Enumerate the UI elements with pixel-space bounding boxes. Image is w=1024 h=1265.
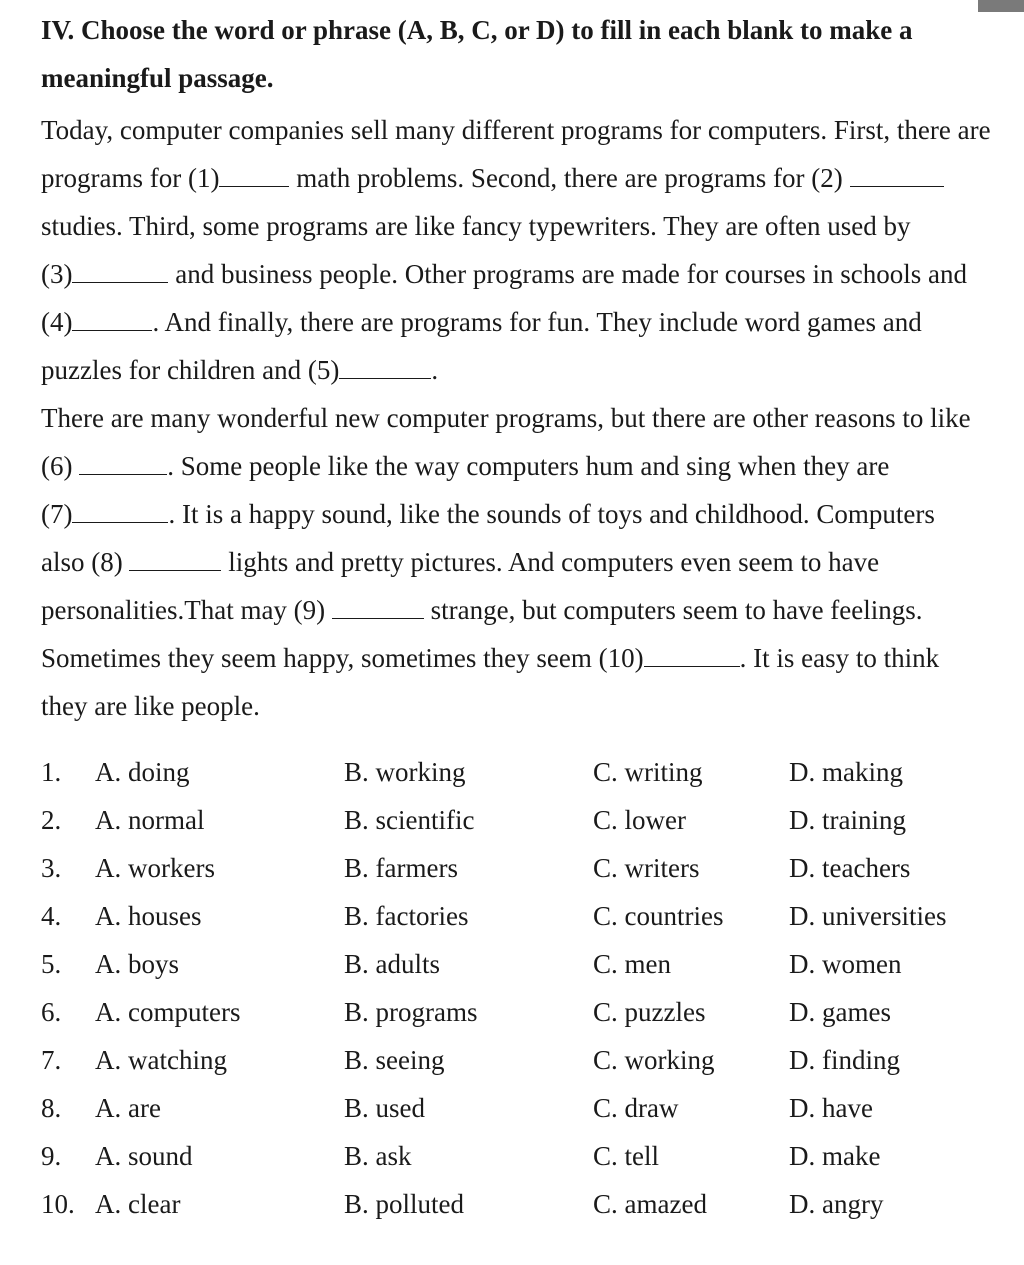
answer-options-list: [41, 748, 1001, 1228]
option-d[interactable]: D. training: [789, 805, 906, 835]
question-number: 3.: [41, 853, 62, 883]
option-c[interactable]: C. men: [593, 949, 671, 979]
blank-7[interactable]: [72, 500, 168, 523]
passage-text: .: [431, 355, 439, 385]
option-d[interactable]: D. making: [789, 757, 903, 787]
option-c[interactable]: C. puzzles: [593, 997, 706, 1027]
option-a[interactable]: A. watching: [95, 1045, 227, 1075]
passage-text: There are many wonderful new computer programs, but there are other reasons to like: [41, 403, 971, 433]
option-b[interactable]: B. adults: [344, 949, 441, 979]
passage-text: (4): [41, 307, 73, 337]
option-a[interactable]: A. computers: [95, 997, 241, 1027]
question-number: 1.: [41, 757, 62, 787]
option-c[interactable]: C. lower: [593, 805, 686, 835]
passage-line: [41, 106, 1001, 154]
passage-line: [41, 442, 1001, 490]
option-b[interactable]: B. polluted: [344, 1189, 464, 1219]
passage-text: . It is a happy sound, like the sounds of toys and childhood. Computers: [168, 499, 935, 529]
passage-text: . And finally, there are programs for fun. They include word games and: [152, 307, 922, 337]
worksheet-page: [41, 0, 1001, 1228]
blank-3[interactable]: [72, 260, 168, 283]
passage-text: personalities.That may (9): [41, 595, 332, 625]
option-d[interactable]: D. make: [789, 1141, 881, 1171]
option-b[interactable]: B. seeing: [344, 1045, 445, 1075]
exercise-heading: [41, 6, 1001, 102]
passage-text: (7): [41, 499, 73, 529]
option-b[interactable]: B. programs: [344, 997, 478, 1027]
option-c[interactable]: C. working: [593, 1045, 715, 1075]
option-d[interactable]: D. finding: [789, 1045, 900, 1075]
passage-text: strange, but computers seem to have feelings.: [423, 595, 923, 625]
passage-line: [41, 538, 1001, 586]
passage-line: [41, 634, 1001, 682]
option-a[interactable]: A. houses: [95, 901, 202, 931]
passage-text: (6): [41, 451, 80, 481]
question-row: [41, 1084, 1001, 1132]
question-row: [41, 940, 1001, 988]
question-number: 10.: [41, 1189, 75, 1219]
option-d[interactable]: D. angry: [789, 1189, 884, 1219]
blank-10[interactable]: [644, 644, 740, 667]
option-b[interactable]: B. working: [344, 757, 466, 787]
heading-line-1: IV. Choose the word or phrase (A, B, C, or D) to fill in each blank to make a: [41, 15, 913, 45]
passage-text: and business people. Other programs are made for courses in schools and: [168, 259, 968, 289]
reading-passage: [41, 106, 1001, 730]
option-c[interactable]: C. draw: [593, 1093, 679, 1123]
question-number: 7.: [41, 1045, 62, 1075]
passage-text: they are like people.: [41, 691, 260, 721]
passage-text: Today, computer companies sell many different programs for computers. First, there are: [41, 115, 991, 145]
option-c[interactable]: C. countries: [593, 901, 724, 931]
passage-text: Sometimes they seem happy, sometimes they seem (10): [41, 643, 644, 673]
question-number: 5.: [41, 949, 62, 979]
question-number: 8.: [41, 1093, 62, 1123]
question-row: [41, 1180, 1001, 1228]
passage-line: [41, 298, 1001, 346]
option-a[interactable]: A. sound: [95, 1141, 193, 1171]
blank-1[interactable]: [219, 164, 289, 187]
question-number: 2.: [41, 805, 62, 835]
question-row: [41, 1036, 1001, 1084]
option-a[interactable]: A. doing: [95, 757, 190, 787]
question-number: 9.: [41, 1141, 62, 1171]
blank-8[interactable]: [129, 548, 221, 571]
passage-text: . It is easy to think: [739, 643, 940, 673]
question-row: [41, 748, 1001, 796]
option-a[interactable]: A. normal: [95, 805, 205, 835]
passage-line: [41, 202, 1001, 250]
question-row: [41, 844, 1001, 892]
option-a[interactable]: A. clear: [95, 1189, 181, 1219]
passage-text: lights and pretty pictures. And computers even seem to have: [221, 547, 880, 577]
heading-line-2: meaningful passage.: [41, 63, 274, 93]
passage-text: (3): [41, 259, 73, 289]
blank-5[interactable]: [339, 356, 431, 379]
passage-line: [41, 490, 1001, 538]
passage-line: [41, 682, 1001, 730]
option-b[interactable]: B. factories: [344, 901, 469, 931]
passage-line: [41, 586, 1001, 634]
passage-line: [41, 394, 1001, 442]
question-row: [41, 1132, 1001, 1180]
option-c[interactable]: C. amazed: [593, 1189, 707, 1219]
passage-text: puzzles for children and (5): [41, 355, 340, 385]
passage-line: [41, 154, 1001, 202]
passage-line: [41, 250, 1001, 298]
blank-9[interactable]: [332, 596, 424, 619]
option-c[interactable]: C. writers: [593, 853, 700, 883]
passage-text: . Some people like the way computers hum and sing when they are: [167, 451, 890, 481]
passage-line: [41, 346, 1001, 394]
question-row: [41, 892, 1001, 940]
question-row: [41, 988, 1001, 1036]
option-d[interactable]: D. teachers: [789, 853, 911, 883]
blank-6[interactable]: [79, 452, 167, 475]
blank-2[interactable]: [850, 164, 944, 187]
question-row: [41, 796, 1001, 844]
option-c[interactable]: C. tell: [593, 1141, 659, 1171]
option-b[interactable]: B. used: [344, 1093, 425, 1123]
option-a[interactable]: A. are: [95, 1093, 161, 1123]
passage-text: also (8): [41, 547, 130, 577]
passage-text: math problems. Second, there are programs for (2): [289, 163, 850, 193]
option-b[interactable]: B. scientific: [344, 805, 475, 835]
passage-text: studies. Third, some programs are like fancy typewriters. They are often used by: [41, 211, 911, 241]
question-number: 4.: [41, 901, 62, 931]
option-a[interactable]: A. workers: [95, 853, 215, 883]
blank-4[interactable]: [72, 308, 152, 331]
option-c[interactable]: C. writing: [593, 757, 703, 787]
option-a[interactable]: A. boys: [95, 949, 180, 979]
option-b[interactable]: B. ask: [344, 1141, 412, 1171]
option-d[interactable]: D. women: [789, 949, 902, 979]
option-b[interactable]: B. farmers: [344, 853, 458, 883]
option-d[interactable]: D. have: [789, 1093, 873, 1123]
question-number: 6.: [41, 997, 62, 1027]
passage-text: programs for (1): [41, 163, 220, 193]
option-d[interactable]: D. games: [789, 997, 891, 1027]
option-d[interactable]: D. universities: [789, 901, 947, 931]
